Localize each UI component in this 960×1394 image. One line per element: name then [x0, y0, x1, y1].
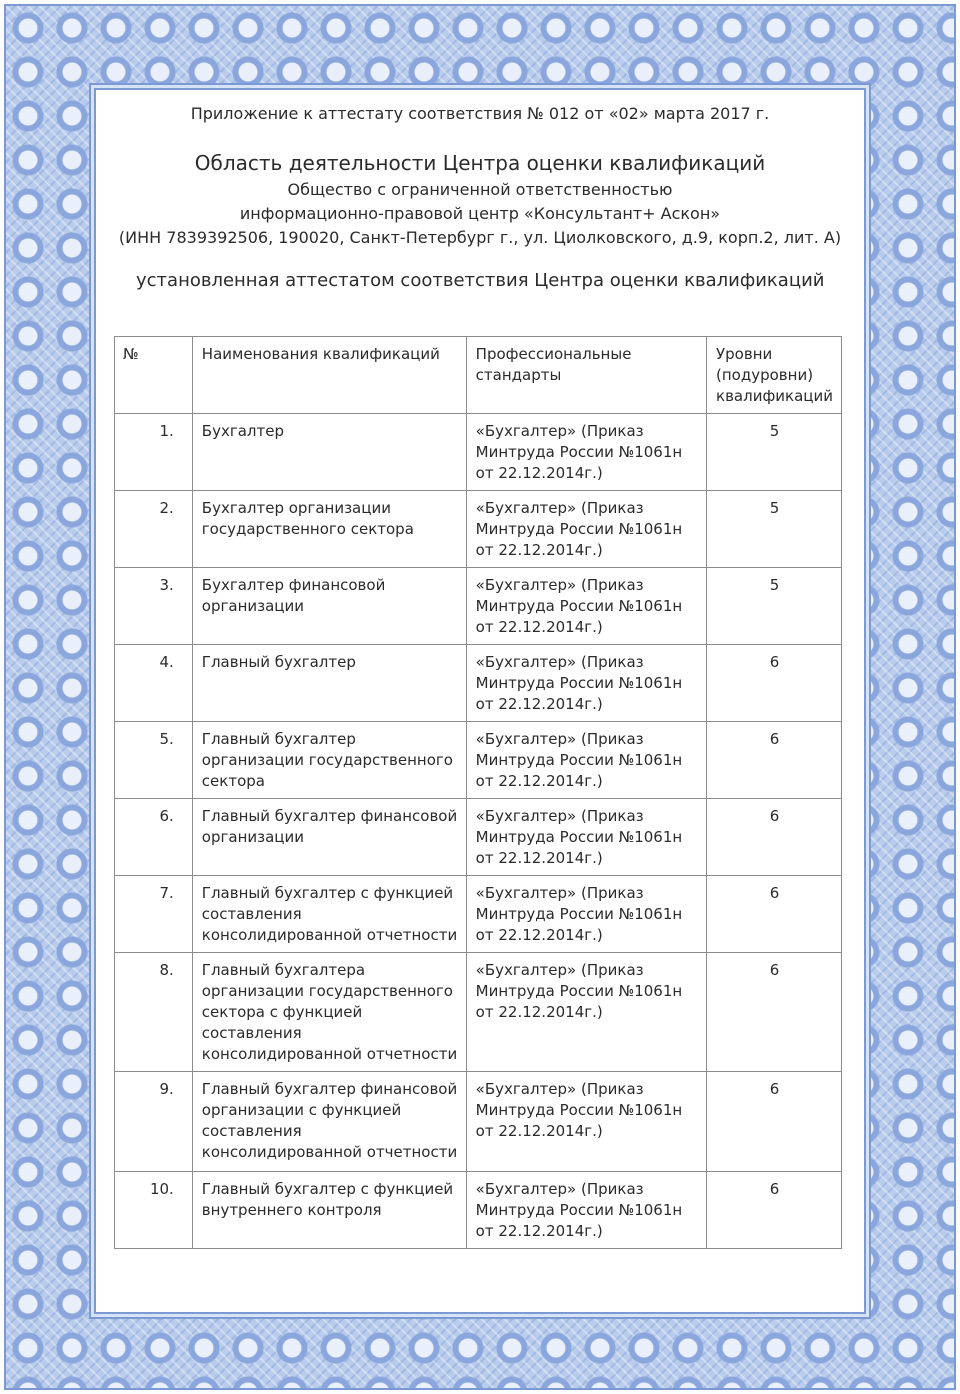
row-name: Главный бухгалтер с функцией составления консолидированной отчетности	[192, 876, 466, 953]
table-row	[115, 876, 842, 953]
table-row	[115, 414, 842, 491]
header-name: Наименования квалификаций	[192, 337, 466, 414]
row-num: 7.	[115, 876, 193, 953]
row-level: 6	[707, 953, 842, 1072]
row-standard: «Бухгалтер» (Приказ Минтруда России №1061н от 22.12.2014г.)	[466, 1172, 706, 1249]
row-name: Бухгалтер финансовой организации	[192, 568, 466, 645]
table-row	[115, 799, 842, 876]
row-standard: «Бухгалтер» (Приказ Минтруда России №1061н от 22.12.2014г.)	[466, 953, 706, 1072]
row-name: Главный бухгалтера организации государственного сектора с функцией составления консолидированной отчетности	[192, 953, 466, 1072]
row-name: Главный бухгалтер	[192, 645, 466, 722]
row-standard: «Бухгалтер» (Приказ Минтруда России №1061н от 22.12.2014г.)	[466, 568, 706, 645]
row-num: 9.	[115, 1072, 193, 1172]
row-standard: «Бухгалтер» (Приказ Минтруда России №1061н от 22.12.2014г.)	[466, 876, 706, 953]
row-level: 6	[707, 1172, 842, 1249]
row-standard: «Бухгалтер» (Приказ Минтруда России №1061н от 22.12.2014г.)	[466, 1072, 706, 1172]
row-name: Главный бухгалтер организации государственного сектора	[192, 722, 466, 799]
row-num: 6.	[115, 799, 193, 876]
established-line: установленная аттестатом соответствия Центра оценки квалификаций	[136, 270, 825, 291]
org-line-3: (ИНН 7839392506, 190020, Санкт-Петербург г., ул. Циолковского, д.9, корп.2, лит. А)	[118, 228, 842, 247]
row-num: 1.	[115, 414, 193, 491]
row-standard: «Бухгалтер» (Приказ Минтруда России №1061н от 22.12.2014г.)	[466, 799, 706, 876]
row-name: Главный бухгалтер финансовой организации	[192, 799, 466, 876]
row-num: 8.	[115, 953, 193, 1072]
qualifications-table	[114, 336, 842, 1249]
header-level: Уровни (подуровни) квалификаций	[707, 337, 842, 414]
row-standard: «Бухгалтер» (Приказ Минтруда России №1061н от 22.12.2014г.)	[466, 645, 706, 722]
row-num: 10.	[115, 1172, 193, 1249]
table-row	[115, 491, 842, 568]
row-num: 5.	[115, 722, 193, 799]
org-line-2: информационно-правовой центр «Консультант+ Аскон»	[239, 204, 721, 223]
table-row	[115, 1172, 842, 1249]
row-level: 6	[707, 876, 842, 953]
row-level: 6	[707, 799, 842, 876]
row-level: 6	[707, 645, 842, 722]
row-level: 6	[707, 722, 842, 799]
table-row	[115, 645, 842, 722]
table-row	[115, 953, 842, 1072]
table-row	[115, 568, 842, 645]
row-standard: «Бухгалтер» (Приказ Минтруда России №1061н от 22.12.2014г.)	[466, 722, 706, 799]
table-header-row	[115, 337, 842, 414]
row-level: 5	[707, 414, 842, 491]
row-num: 4.	[115, 645, 193, 722]
row-level: 5	[707, 491, 842, 568]
row-num: 3.	[115, 568, 193, 645]
row-name: Бухгалтер	[192, 414, 466, 491]
header-num: №	[115, 337, 193, 414]
row-level: 5	[707, 568, 842, 645]
row-standard: «Бухгалтер» (Приказ Минтруда России №1061н от 22.12.2014г.)	[466, 491, 706, 568]
row-level: 6	[707, 1072, 842, 1172]
table-row	[115, 1072, 842, 1172]
header-standard: Профессиональные стандарты	[466, 337, 706, 414]
row-name: Бухгалтер организации государственного сектора	[192, 491, 466, 568]
table-row	[115, 722, 842, 799]
document-title: Область деятельности Центра оценки квалификаций	[194, 151, 766, 175]
appendix-line: Приложение к аттестату соответствия № 012 от «02» марта 2017 г.	[190, 104, 770, 123]
row-name: Главный бухгалтер финансовой организации с функцией составления консолидированной отчетности	[192, 1072, 466, 1172]
row-num: 2.	[115, 491, 193, 568]
row-name: Главный бухгалтер с функцией внутреннего контроля	[192, 1172, 466, 1249]
org-line-1: Общество с ограниченной ответственностью	[287, 180, 673, 199]
row-standard: «Бухгалтер» (Приказ Минтруда России №1061н от 22.12.2014г.)	[466, 414, 706, 491]
